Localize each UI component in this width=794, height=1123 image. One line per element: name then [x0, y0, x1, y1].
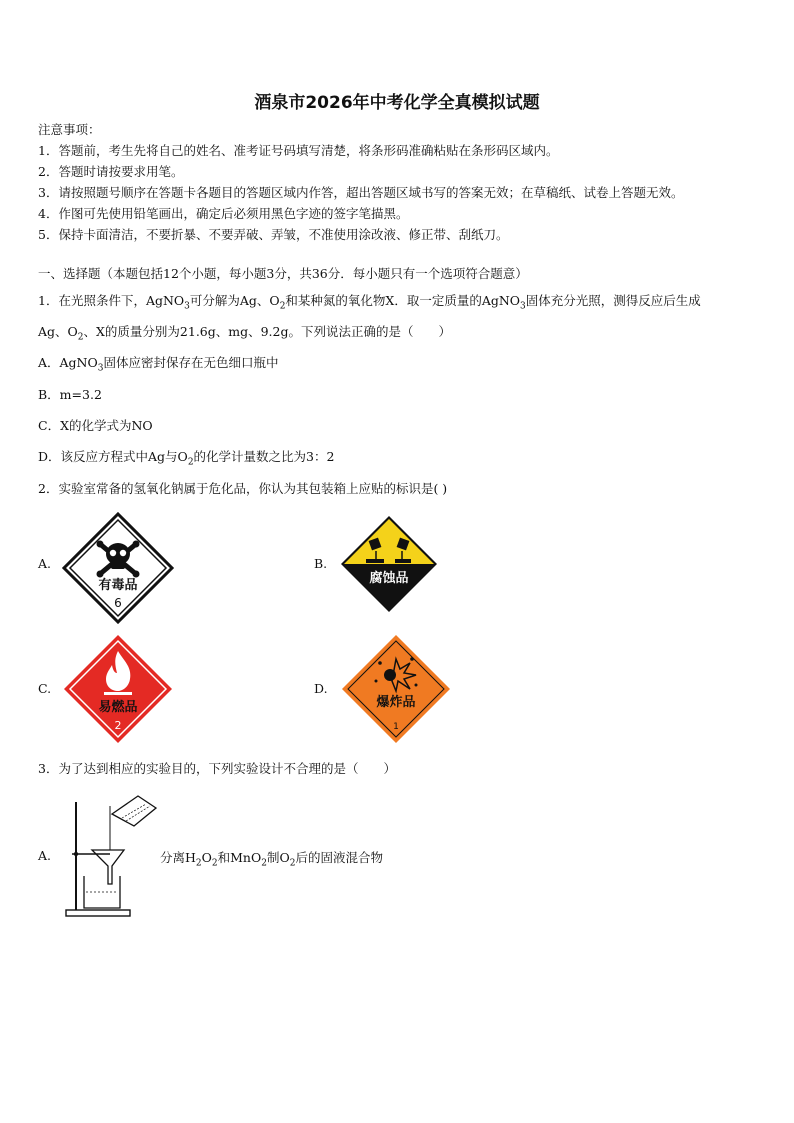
- q1-option-a: A．AgNO$_3$固体应密封保存在无色细口瓶中: [38, 355, 279, 374]
- sign-a-number: 6: [114, 596, 122, 610]
- q2-stem: 2．实验室常备的氢氧化钠属于危化品，你认为其包装箱上应贴的标识是( ): [38, 481, 448, 496]
- page-title: 酒泉市2026年中考化学全真模拟试题: [254, 93, 540, 113]
- q3-option-a-text: 分离$H_2O_2$和MnO$_2$制$O_2$后的固液混合物: [160, 850, 383, 869]
- notice-item-1: 1．答题前，考生先将自己的姓名、准考证号码填写清楚，将条形码准确粘贴在条形码区域内。: [38, 143, 559, 158]
- filtration-apparatus-figure: [62, 792, 162, 922]
- notice-item-2: 2．答题时请按要求用笔。: [38, 164, 184, 179]
- q2-option-d-letter: D.: [314, 681, 328, 696]
- sign-a-label: 有毒品: [98, 578, 138, 593]
- section-heading: 一、选择题（本题包括12个小题，每小题3分，共36分．每小题只有一个选项符合题意）: [38, 266, 528, 281]
- q2-option-c-letter: C.: [38, 681, 52, 696]
- toxic-sign: [62, 512, 174, 624]
- corrosive-sign: [340, 515, 438, 613]
- sign-b-label: 腐蚀品: [369, 571, 409, 586]
- sign-d-label: 爆炸品: [376, 695, 416, 710]
- q3-stem: 3．为了达到相应的实验目的，下列实验设计不合理的是（ ）: [38, 761, 396, 776]
- q3-option-a-letter: A.: [38, 848, 52, 863]
- sign-c-number: 2: [114, 719, 122, 732]
- notice-item-5: 5．保持卡面清洁，不要折暴、不要弄破、弄皱，不准使用涂改液、修正带、刮纸刀。: [38, 227, 509, 242]
- q1-option-b: B．m=3.2: [38, 387, 102, 402]
- q2-option-b-letter: B.: [314, 556, 328, 571]
- flammable-sign: [62, 633, 174, 745]
- notice-item-4: 4．作图可先使用铅笔画出，确定后必须用黑色字迹的签字笔描黑。: [38, 206, 409, 221]
- explosive-sign: [340, 633, 452, 745]
- notice-heading: 注意事项：: [38, 122, 101, 137]
- q1-stem-line1: 1．在光照条件下，AgNO$_3$可分解为Ag、$O_2$和某种氮的氧化物X．取一定质量的AgNO$_3$固体充分光照，测得反应后生成: [38, 293, 701, 312]
- sign-d-number: 1: [393, 722, 399, 732]
- q1-option-d: D．该反应方程式中Ag与$O_2$的化学计量数之比为3：2: [38, 449, 335, 468]
- q1-option-c: C．X的化学式为NO: [38, 418, 153, 433]
- q1-stem-line2: Ag、$O_2$、X的质量分别为21.6g、mg、9.2g。下列说法正确的是（ ）: [38, 324, 451, 343]
- q2-option-a-letter: A.: [38, 556, 52, 571]
- notice-item-3: 3．请按照题号顺序在答题卡各题目的答题区域内作答，超出答题区域书写的答案无效；在草稿纸、试卷上答题无效。: [38, 185, 684, 200]
- sign-c-label: 易燃品: [98, 700, 138, 715]
